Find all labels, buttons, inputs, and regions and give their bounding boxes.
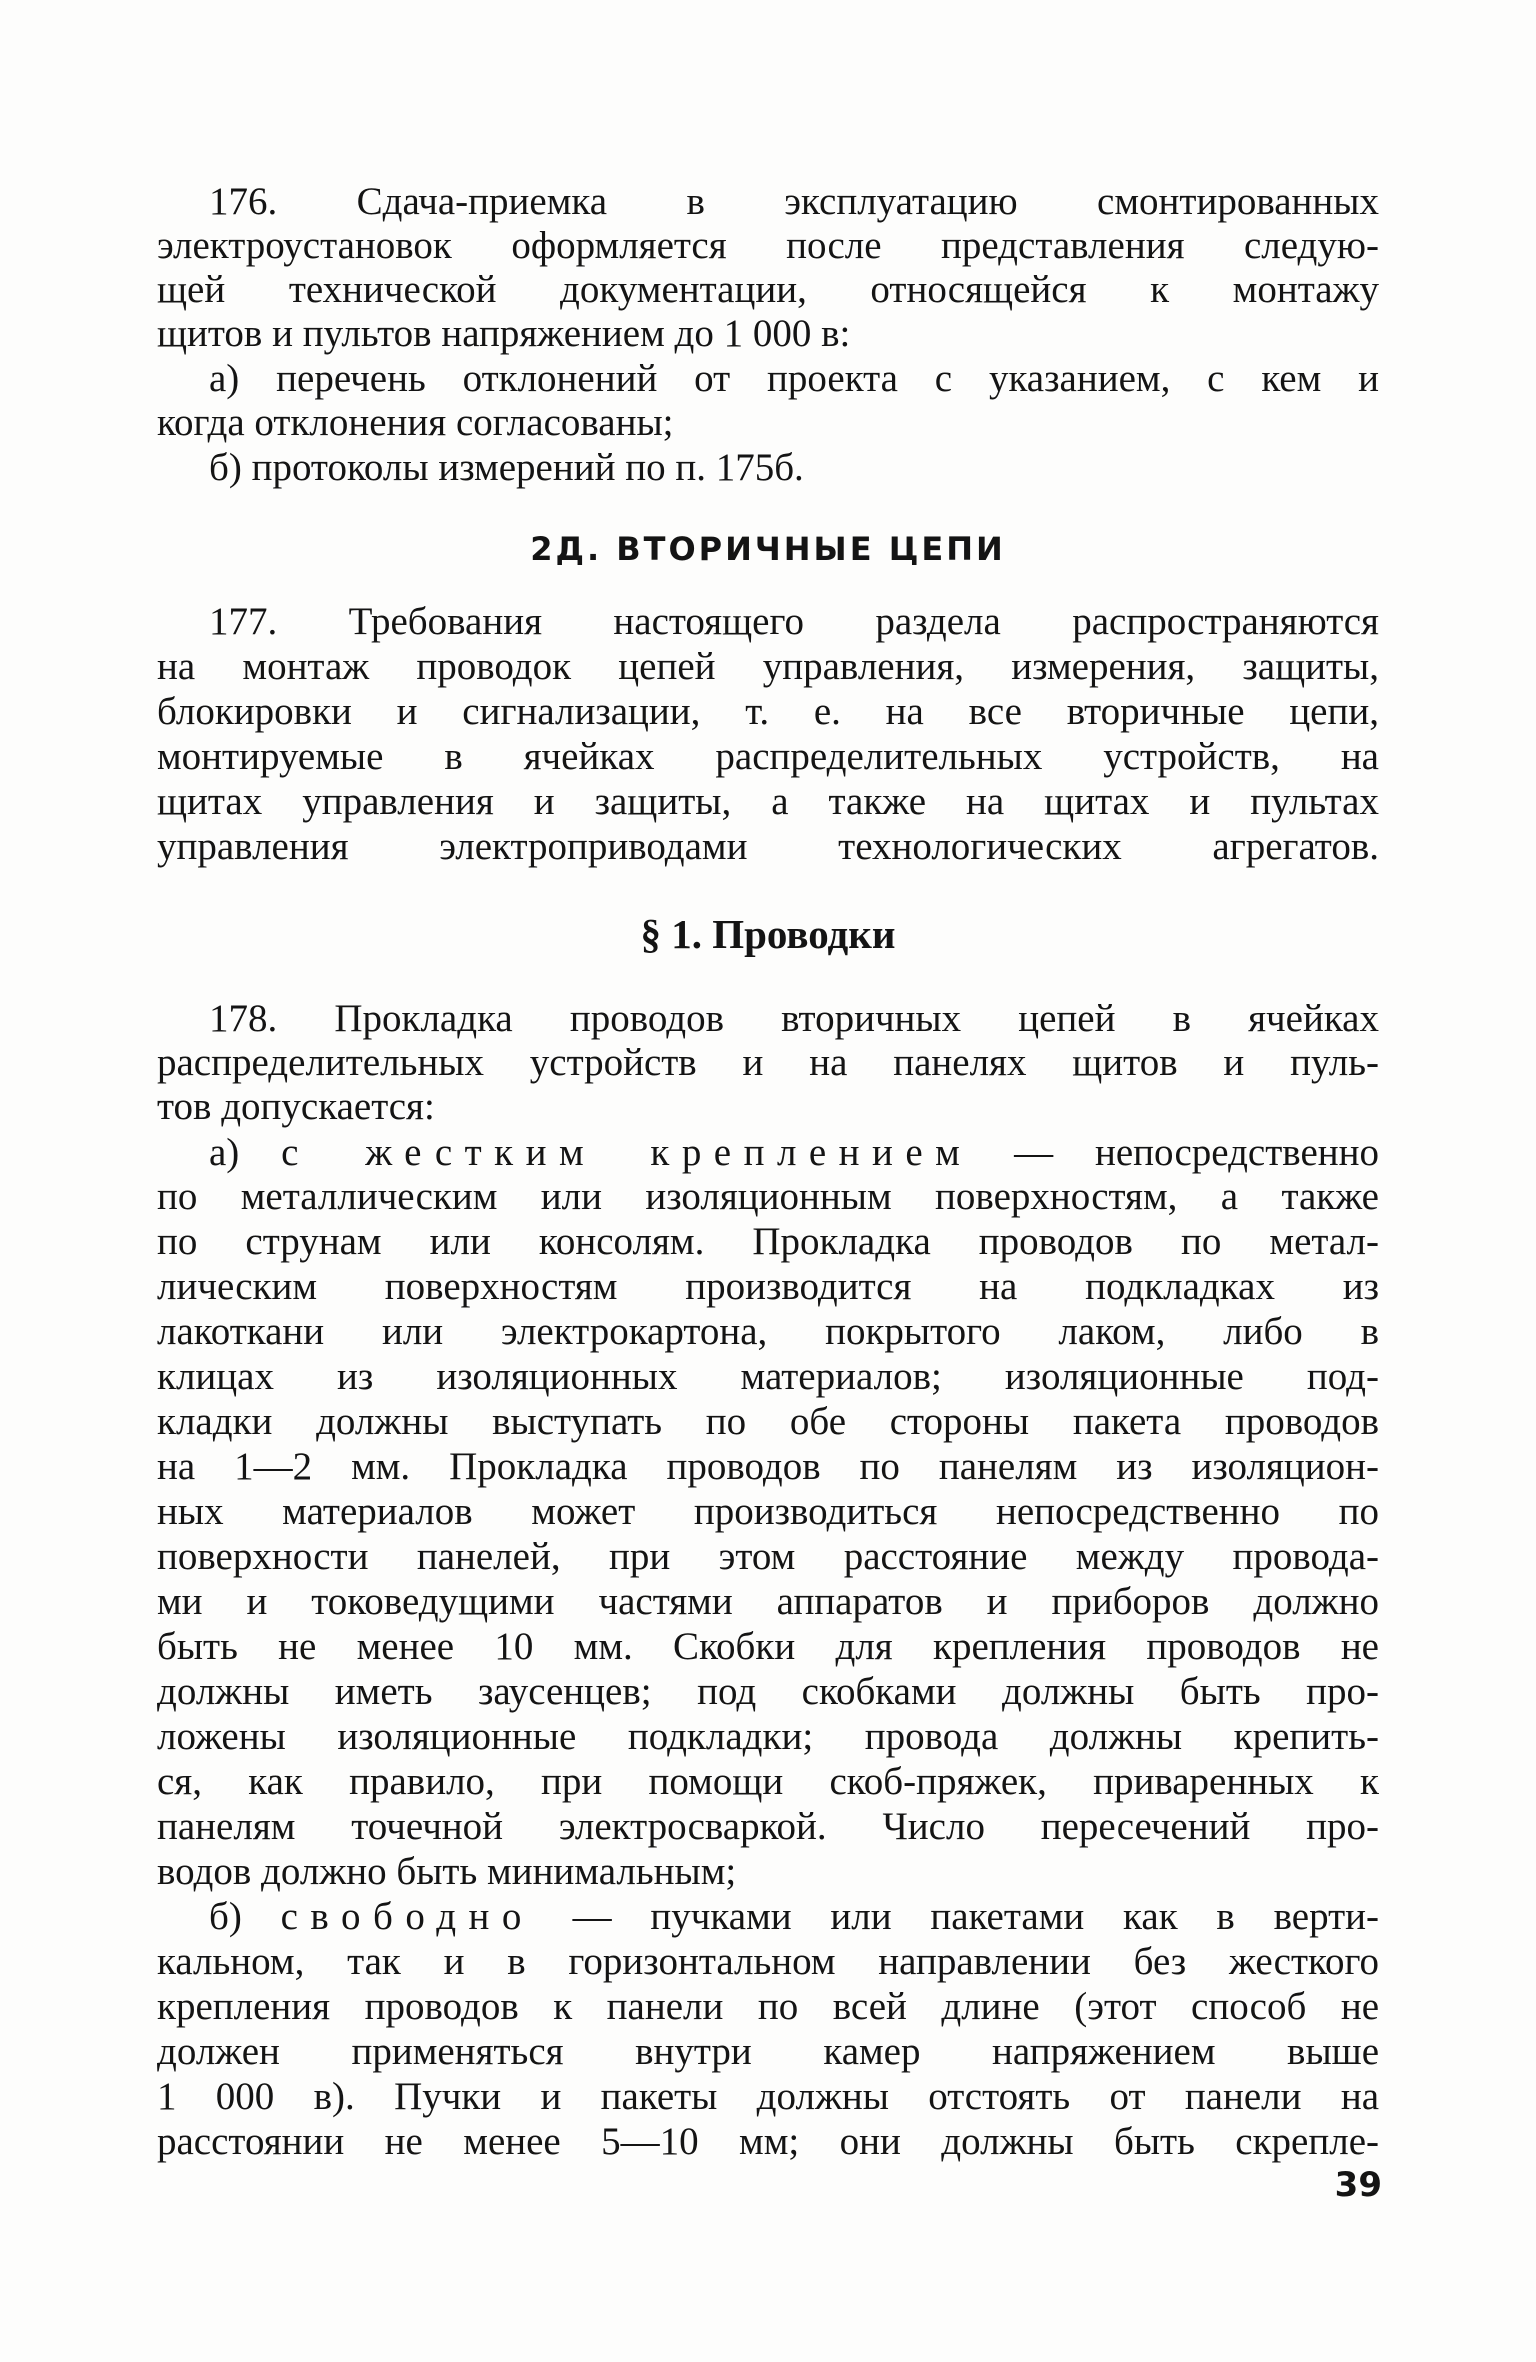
- chapter-heading: 2Д. ВТОРИЧНЫЕ ЦЕПИ: [530, 530, 1006, 568]
- list-item-178a-line-15: ся, как правило, при помощи скоб-пряжек, приваренных к: [157, 1760, 1379, 1803]
- list-item-178a-line-14: ложены изоляционные подкладки; провода должны крепить-: [157, 1715, 1379, 1758]
- list-item-178b-line-1: [209, 1895, 1379, 1939]
- list-item-178b-line-2: кальном, так и в горизонтальном направлении без жесткого: [157, 1940, 1379, 1983]
- page-number: 39: [1334, 2165, 1382, 2205]
- list-item-176b: б) протоколы измерений по п. 175б.: [209, 446, 804, 489]
- list-item-178a-line-16: панелям точечной электросваркой. Число пересечений про-: [157, 1805, 1379, 1848]
- list-item-178a-lead: — непосредственно: [1014, 1131, 1380, 1174]
- list-item-178b-line-6: расстоянии не менее 5—10 мм; они должны быть скрепле-: [157, 2120, 1379, 2163]
- list-item-178a-line-7: кладки должны выступать по обе стороны пакета проводов: [157, 1400, 1379, 1443]
- list-item-178a-line-1: [209, 1131, 1379, 1175]
- list-item-178a-line-4: лическим поверхностям производится на подкладках из: [157, 1265, 1379, 1308]
- paragraph-177-line-2: на монтаж проводок цепей управления, измерения, защиты,: [157, 645, 1379, 688]
- paragraph-177-line-5: щитах управления и защиты, а также на щитах и пультах: [157, 780, 1379, 823]
- list-item-178a-marker: а): [209, 1131, 240, 1174]
- list-item-178a-line-10: поверхности панелей, при этом расстояние между провода-: [157, 1535, 1379, 1578]
- paragraph-176-line-3: щей технической документации, относящейся к монтажу: [157, 268, 1379, 311]
- paragraph-177-line-3: блокировки и сигнализации, т. е. на все вторичные цепи,: [157, 690, 1379, 733]
- paragraph-176-line-4: щитов и пультов напряжением до 1 000 в:: [157, 312, 851, 355]
- list-item-178a-line-13: должны иметь заусенцев; под скобками должны быть про-: [157, 1670, 1379, 1713]
- paragraph-178-line-2: распределительных устройств и на панелях щитов и пуль-: [157, 1041, 1379, 1084]
- list-item-178a-line-12: быть не менее 10 мм. Скобки для крепления проводов не: [157, 1625, 1379, 1668]
- list-item-178b-line-5: 1 000 в). Пучки и пакеты должны отстоять от панели на: [157, 2075, 1379, 2118]
- list-item-178a-line-17: водов должно быть минимальным;: [157, 1850, 737, 1893]
- list-item-178a-line-2: по металлическим или изоляционным поверхностям, а также: [157, 1175, 1379, 1218]
- list-item-178b-line-4: должен применяться внутри камер напряжением выше: [157, 2030, 1379, 2073]
- list-item-178a-line-11: ми и токоведущими частями аппаратов и приборов должно: [157, 1580, 1379, 1623]
- paragraph-176-line-1: [157, 180, 1379, 224]
- list-item-178b-emphasis: свободно: [280, 1895, 534, 1938]
- paragraph-177-line-4: монтируемые в ячейках распределительных устройств, на: [157, 735, 1379, 778]
- list-item-178a-line-8: на 1—2 мм. Прокладка проводов по панелям из изоляцион-: [157, 1445, 1379, 1488]
- list-item-178a-line-9: ных материалов может производиться непосредственно по: [157, 1490, 1379, 1533]
- paragraph-177-line-1: 177. Требования настоящего раздела распространяются: [209, 600, 1379, 643]
- list-item-178b-line-3: крепления проводов к панели по всей длине (этот способ не: [157, 1985, 1379, 2028]
- paragraph-177-line-6: управления электроприводами технологических агрегатов.: [157, 825, 1379, 868]
- list-item-178b-marker: б): [209, 1895, 242, 1938]
- paragraph-176-line-2: электроустановок оформляется после представления следую-: [157, 224, 1379, 267]
- list-item-176a-line-2: когда отклонения согласованы;: [157, 401, 674, 444]
- list-item-178b-lead: — пучками или пакетами как в верти-: [572, 1895, 1379, 1938]
- list-item-176a-line-1: а) перечень отклонений от проекта с указанием, с кем и: [209, 357, 1379, 400]
- section-heading: § 1. Проводки: [640, 911, 896, 957]
- list-item-178a-line-6: клицах из изоляционных материалов; изоляционные под-: [157, 1355, 1379, 1398]
- paragraph-178-line-1: 178. Прокладка проводов вторичных цепей в ячейках: [209, 997, 1379, 1040]
- list-item-178a-line-3: по струнам или консолям. Прокладка проводов по метал-: [157, 1220, 1379, 1263]
- list-item-178a-emphasis: с жестким креплением: [281, 1131, 973, 1174]
- paragraph-176-text: 176. Сдача-приемка в эксплуатацию смонтированных: [209, 180, 1379, 223]
- list-item-178a-line-5: лакоткани или электрокартона, покрытого лаком, либо в: [157, 1310, 1379, 1353]
- paragraph-178-line-3: тов допускается:: [157, 1085, 435, 1128]
